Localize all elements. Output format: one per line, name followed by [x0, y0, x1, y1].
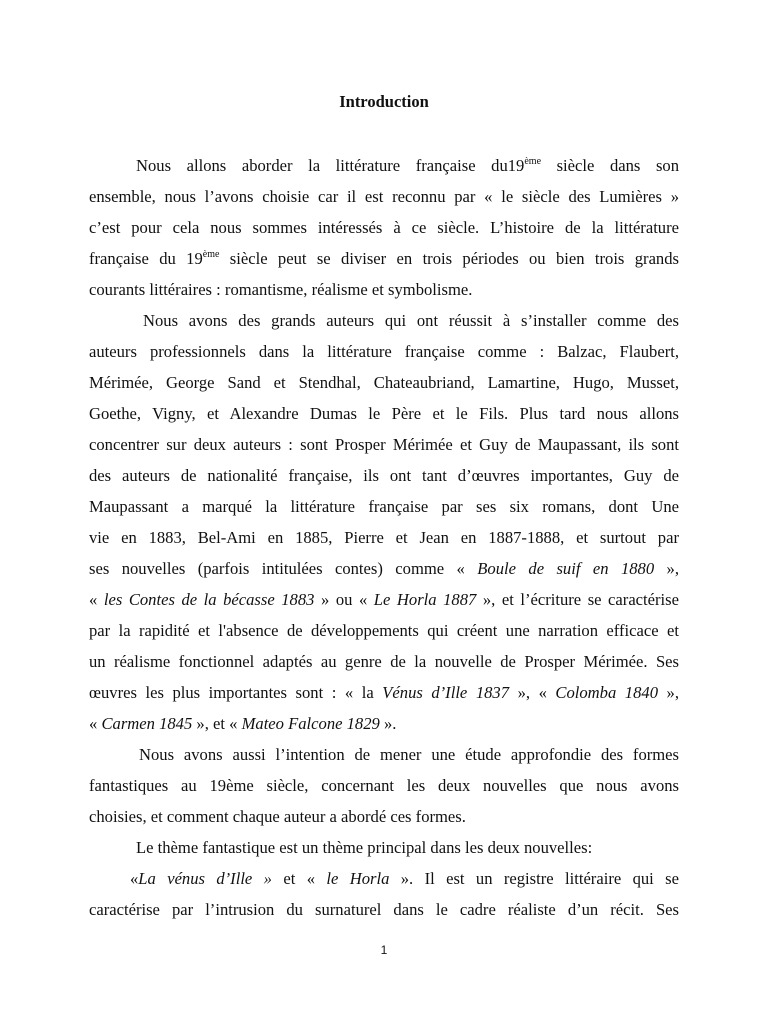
text-line: Le thème fantastique est un thème principal dans les deux nouvelles:	[136, 838, 593, 857]
text-line: Goethe, Vigny, et Alexandre Dumas le Père et le Fils. Plus tard nous allons	[89, 404, 679, 423]
text-line: auteurs professionnels dans la littérature française comme : Balzac, Flaubert,	[89, 342, 679, 361]
text-line: ses nouvelles (parfois intitulées contes) comme « Boule de suif en 1880 »,	[89, 559, 679, 578]
text-line: choisies, et comment chaque auteur a abordé ces formes.	[89, 807, 466, 826]
text-line: œuvres les plus importantes sont : « la Vénus d’Ille 1837 », « Colomba 1840 »,	[89, 683, 679, 702]
text-line: concentrer sur deux auteurs : sont Prosper Mérimée et Guy de Maupassant, ils sont	[89, 435, 679, 454]
text-line: vie en 1883, Bel-Ami en 1885, Pierre et Jean en 1887-1888, et surtout par	[89, 528, 679, 547]
text-line: « les Contes de la bécasse 1883 » ou « Le Horla 1887 », et l’écriture se caractérise	[89, 590, 679, 609]
text-line: française du 19ème siècle peut se diviser en trois périodes ou bien trois grands	[89, 249, 679, 268]
text-line: Nous avons des grands auteurs qui ont réussit à s’installer comme des	[143, 311, 679, 330]
text-line: c’est pour cela nous sommes intéressés à ce siècle. L’histoire de la littérature	[89, 218, 679, 237]
text-line: fantastiques au 19ème siècle, concernant les deux nouvelles que nous avons	[89, 776, 679, 795]
document-body	[89, 150, 679, 925]
text-line: Maupassant a marqué la littérature française par ses six romans, dont Une	[89, 497, 679, 516]
page-number: 1	[380, 943, 388, 957]
text-line: Mérimée, George Sand et Stendhal, Chateaubriand, Lamartine, Hugo, Musset,	[89, 373, 679, 392]
text-line: Nous allons aborder la littérature française du19ème siècle dans son	[136, 156, 679, 175]
document-title: Introduction	[339, 92, 429, 111]
text-line: Nous avons aussi l’intention de mener une étude approfondie des formes	[139, 745, 679, 764]
text-line: caractérise par l’intrusion du surnaturel dans le cadre réaliste d’un récit. Ses	[89, 900, 679, 919]
text-line: des auteurs de nationalité française, ils ont tant d’œuvres importantes, Guy de	[89, 466, 679, 485]
text-line: «La vénus d’Ille » et « le Horla ». Il est un registre littéraire qui se	[130, 869, 679, 888]
text-line: courants littéraires : romantisme, réalisme et symbolisme.	[89, 280, 473, 299]
text-line: par la rapidité et l'absence de développements qui créent une narration efficace et	[89, 621, 679, 640]
text-line: un réalisme fonctionnel adaptés au genre de la nouvelle de Prosper Mérimée. Ses	[89, 652, 679, 671]
text-line: « Carmen 1845 », et « Mateo Falcone 1829 ».	[89, 714, 397, 733]
text-line: ensemble, nous l’avons choisie car il est reconnu par « le siècle des Lumières »	[89, 187, 679, 206]
